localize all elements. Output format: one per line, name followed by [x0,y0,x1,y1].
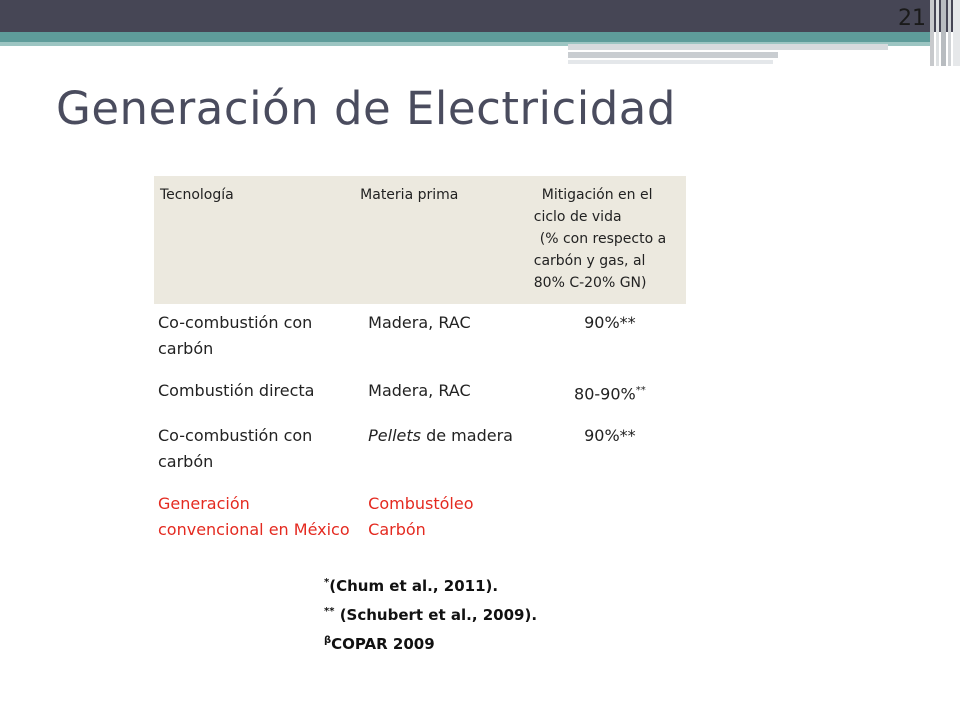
decor-step-3 [568,60,773,64]
reference-3 [324,628,537,657]
teal-band [0,32,930,42]
decor-step-2 [568,52,778,58]
page-number: 21 [898,6,926,31]
reference-text: (Schubert et al., 2009). [334,606,538,624]
data-table [154,176,686,553]
header-mitigation [534,176,686,304]
right-stripes [930,0,960,66]
header-mitigation-line3: (% con respecto a [539,231,667,247]
reference-marker: β [324,635,332,646]
reference-1 [324,570,537,599]
reference-marker: * [324,577,330,588]
table-row [154,372,686,417]
table-row [154,417,686,485]
cell-technology: Generación convencional en México [158,494,350,540]
header-mitigation-line2: ciclo de vida [533,209,622,225]
header-mitigation-line4: carbón y gas, al [533,253,646,269]
mitigation-value: 80-90% [574,384,636,404]
reference-2 [324,599,537,628]
cell-feedstock [354,417,534,485]
reference-marker: ** [324,606,335,617]
cell-technology: Co-combustión con carbón [158,426,313,472]
cell-mitigation: 90%** [584,313,636,332]
cell-feedstock [354,485,534,553]
header-bar [0,0,960,32]
cell-mitigation: 90%** [584,426,636,446]
header-mitigation-line5: 80% C-20% GN) [533,275,647,291]
slide-title: Generación de Electricidad [56,82,676,135]
cell-technology: Co-combustión con carbón [158,313,313,358]
feedstock-rest: de madera [421,426,513,446]
cell-technology: Combustión directa [158,381,315,400]
cell-mitigation [534,372,686,417]
cell-feedstock: Madera, RAC [368,313,471,332]
mitigation-superscript: ** [635,385,646,396]
cell-feedstock: Madera, RAC [368,381,471,400]
header-feedstock: Materia prima [354,176,534,304]
header-mitigation-line1: Mitigación en el [541,187,653,203]
reference-text: (Chum et al., 2011). [329,577,499,595]
references [324,570,537,657]
header-technology: Tecnología [154,176,354,304]
reference-text: COPAR 2009 [331,635,435,653]
feedstock-line1: Combustóleo [368,494,474,514]
table-row-highlight [154,485,686,553]
table-header-row [154,176,686,304]
feedstock-line2: Carbón [368,520,426,540]
table-row [154,304,686,372]
cell-mitigation [534,485,686,553]
feedstock-italic: Pellets [368,426,421,446]
decor-step-1 [568,44,888,50]
